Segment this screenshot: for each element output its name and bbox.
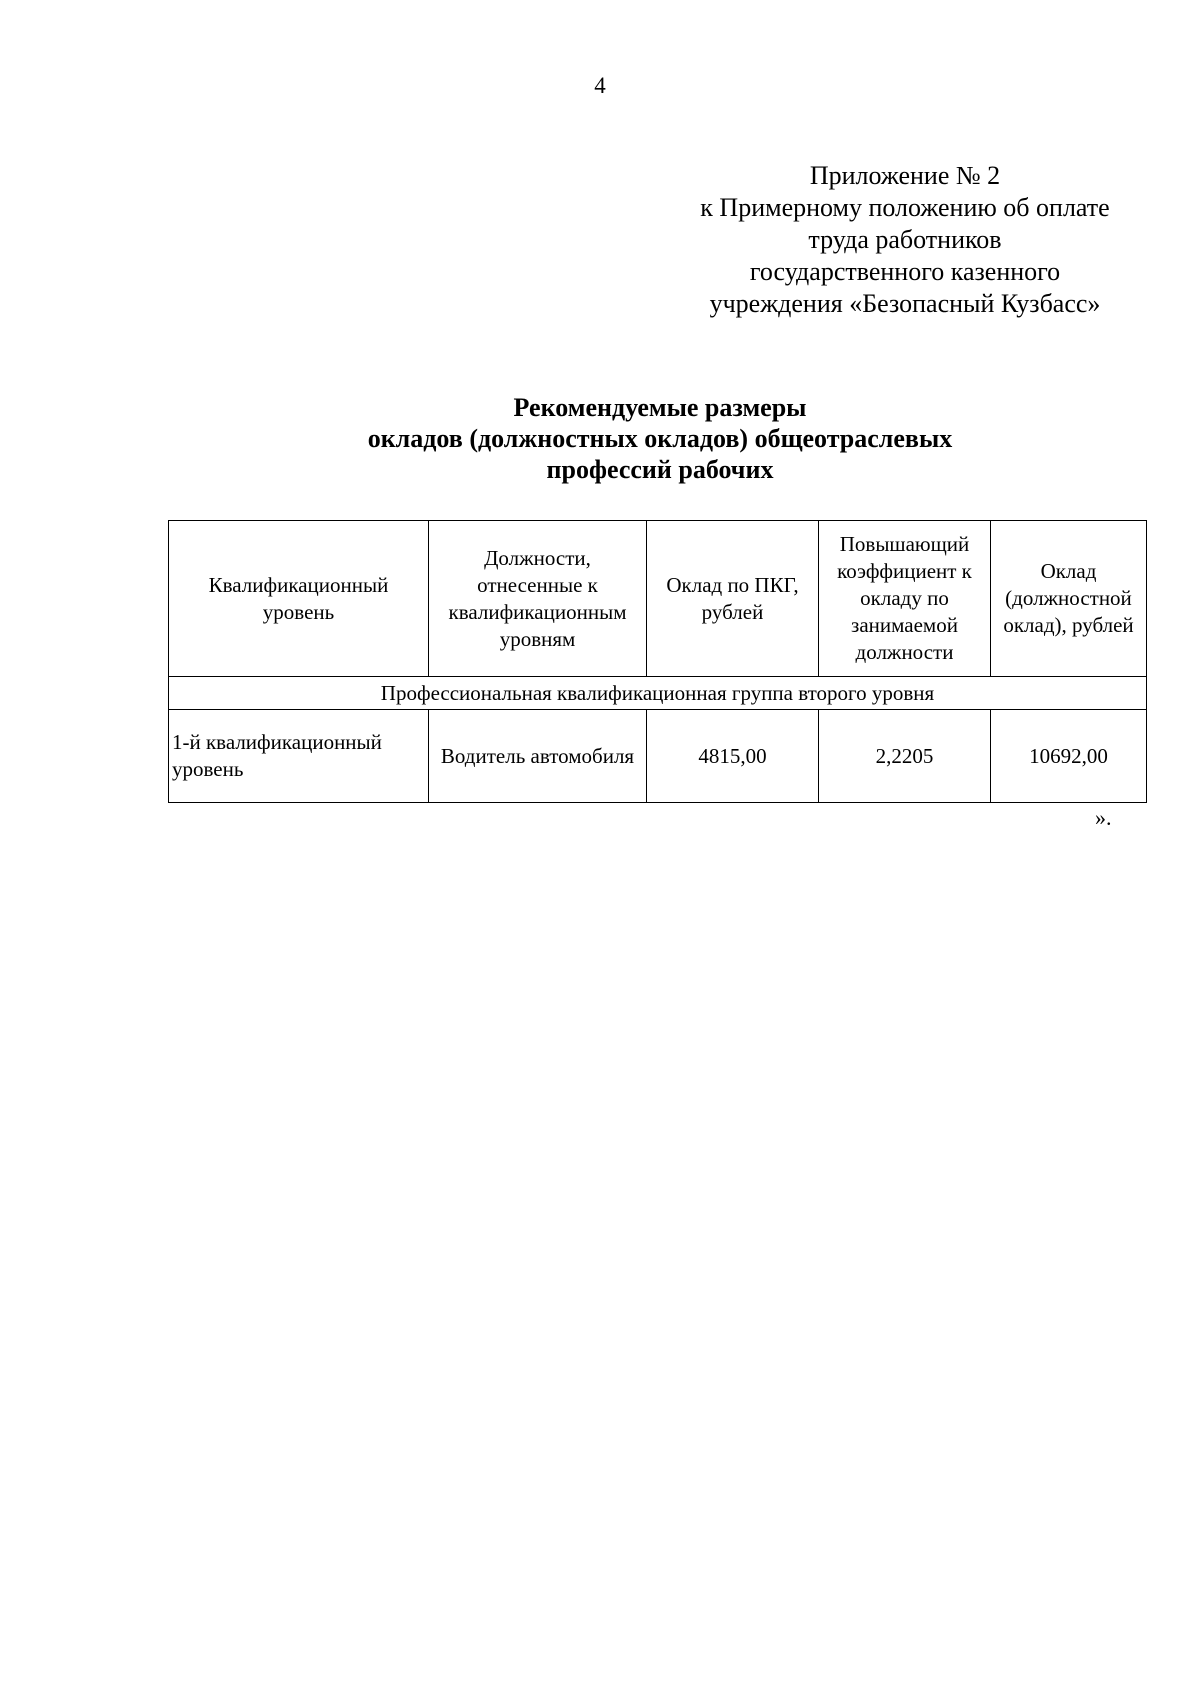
document-title [160,392,1160,485]
table-header-row [169,521,1147,677]
cell-position: Водитель автомобиля [429,710,647,803]
cell-final-salary: 10692,00 [991,710,1147,803]
title-line: окладов (должностных окладов) общеотраслевых [367,424,953,453]
appendix-line: к Примерному положению об оплате [700,193,1110,222]
appendix-line: учреждения «Безопасный Кузбасс» [709,289,1101,318]
header-pkg-salary: Оклад по ПКГ, рублей [647,521,819,677]
header-coefficient: Повышающий коэффициент к окладу по занимаемой должности [819,521,991,677]
closing-quote-mark: ». [1095,805,1112,830]
table-group-row [169,677,1147,710]
header-final-salary: Оклад (должностной оклад), рублей [991,521,1147,677]
group-label: Профессиональная квалификационная группа второго уровня [169,677,1147,710]
title-line: профессий рабочих [546,455,774,484]
appendix-line: государственного казенного [749,257,1061,286]
appendix-line: труда работников [808,225,1002,254]
appendix-line: Приложение № 2 [809,161,1001,190]
appendix-header [620,160,1190,320]
title-line: Рекомендуемые размеры [513,393,807,422]
cell-pkg-salary: 4815,00 [647,710,819,803]
header-qualification-level: Квалификационный уровень [169,521,429,677]
cell-qualification-level: 1-й квалификационный уровень [169,710,429,803]
salary-table [168,520,1147,803]
table-row [169,710,1147,803]
cell-coefficient: 2,2205 [819,710,991,803]
header-positions: Должности, отнесенные к квалификационным уровням [429,521,647,677]
page-number: 4 [594,73,606,98]
